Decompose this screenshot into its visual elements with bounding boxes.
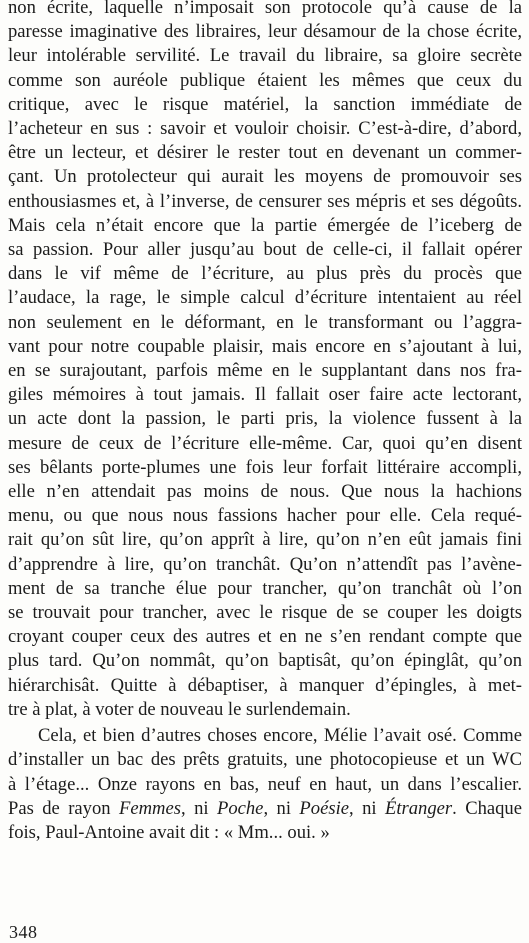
- text-line: paresse imaginative des libraires, leur désamour de la chose écrite,: [8, 21, 522, 43]
- text-line: mesure de ceux de l’écriture elle-même. Car, quoi qu’en disent: [8, 432, 522, 454]
- text-line: giles mémoires à tout jamais. Il fallait oser faire acte lectorant,: [8, 384, 522, 406]
- text-line: être un lecteur, et désirer le rester tout en devenant un commer-: [8, 142, 522, 164]
- italic-term: Étranger: [384, 797, 453, 819]
- text-line: hiérarchisât. Quitte à débaptiser, à manquer d’épingles, à met-: [8, 674, 522, 696]
- text-line: l’audace, la rage, le simple calcul d’écriture intentaient au réel: [8, 287, 522, 309]
- text-line: Mais cela n’était encore que la partie émergée de l’iceberg de: [8, 214, 522, 236]
- text-run: . Chaque: [452, 797, 522, 819]
- text-line: enthousiasmes et, à l’inverse, de censurer ses mépris et ses dégoûts.: [8, 190, 522, 212]
- text-line: çant. Un protolecteur qui aurait les moyens de promouvoir ses: [8, 166, 522, 188]
- italic-term: Femmes: [119, 797, 181, 819]
- text-line: l’acheteur en sus : savoir et vouloir choisir. C’est-à-dire, d’abord,: [8, 118, 522, 140]
- text-line: croyant couper ceux des autres et en ne s’en rendant compte que: [8, 626, 522, 648]
- text-line: non seulement en le déformant, en le transformant ou l’aggra-: [8, 311, 522, 333]
- italic-term: Poche: [216, 797, 264, 819]
- text-run: , ni: [263, 797, 300, 819]
- text-run: Pas de rayon: [8, 797, 120, 819]
- text-line: un acte dont la passion, le parti pris, la violence fussent à la: [8, 408, 522, 430]
- text-line: elle n’en attendait pas moins de nous. Que nous la hachions: [8, 481, 522, 503]
- page-number: 348: [9, 922, 38, 942]
- text-line: dans le vif même de l’écriture, au plus près du procès que: [8, 263, 522, 285]
- text-line: rait qu’on sût lire, qu’on apprît à lire, qu’on n’en eût jamais fini: [8, 529, 522, 551]
- text-line: ment de sa tranche élue pour trancher, qu’on tranchât où l’on: [8, 577, 522, 599]
- text-line: ses bêlants porte-plumes une fois leur forfait littéraire accompli,: [8, 456, 522, 478]
- text-line: Cela, et bien d’autres choses encore, Mélie l’avait osé. Comme: [38, 725, 522, 747]
- text-line: tre à plat, à voter de nouveau le surlendemain.: [8, 698, 351, 720]
- text-line: à l’étage... Onze rayons en bas, neuf en haut, un dans l’escalier.: [8, 773, 522, 795]
- text-line: menu, ou que nous nous fassions hacher pour elle. Cela requé-: [8, 505, 522, 527]
- paragraph-2: [8, 724, 524, 845]
- text-run: , ni: [348, 797, 385, 819]
- text-line: non écrite, laquelle n’imposait son protocole qu’à cause de la: [8, 0, 522, 18]
- text-line: se trouvait pour trancher, avec le risque de se couper les doigts: [8, 602, 522, 624]
- text-line: d’installer un bac des prêts gratuits, une photocopieuse et un WC: [8, 749, 522, 771]
- text-line: vant pour notre coupable plaisir, mais encore en s’ajoutant à lui,: [8, 335, 522, 357]
- text-line: plus tard. Qu’on nommât, qu’on baptisât, qu’on épinglât, qu’on: [8, 650, 522, 672]
- text-line: d’apprendre à lire, qu’on tranchât. Qu’on n’attendît pas l’avène-: [8, 553, 522, 575]
- text-line: sa passion. Pour aller jusqu’au bout de celle-ci, il fallait opérer: [8, 239, 522, 261]
- text-line: [8, 797, 522, 821]
- italic-term: Poésie: [299, 797, 349, 819]
- text-line: en se surajoutant, parfois même en le supplantant dans nos fra-: [8, 360, 522, 382]
- text-line: comme son auréole publique étaient les mêmes que ceux du: [8, 69, 522, 91]
- text-line: leur intolérable servilité. Le travail du libraire, sa gloire secrète: [8, 45, 522, 67]
- body-text: [8, 0, 524, 845]
- paragraph-1: [8, 0, 524, 722]
- text-line: critique, avec le risque matériel, la sanction immédiate de: [8, 93, 522, 115]
- text-run: , ni: [180, 797, 217, 819]
- text-line: fois, Paul-Antoine avait dit : « Mm... oui. »: [8, 821, 330, 843]
